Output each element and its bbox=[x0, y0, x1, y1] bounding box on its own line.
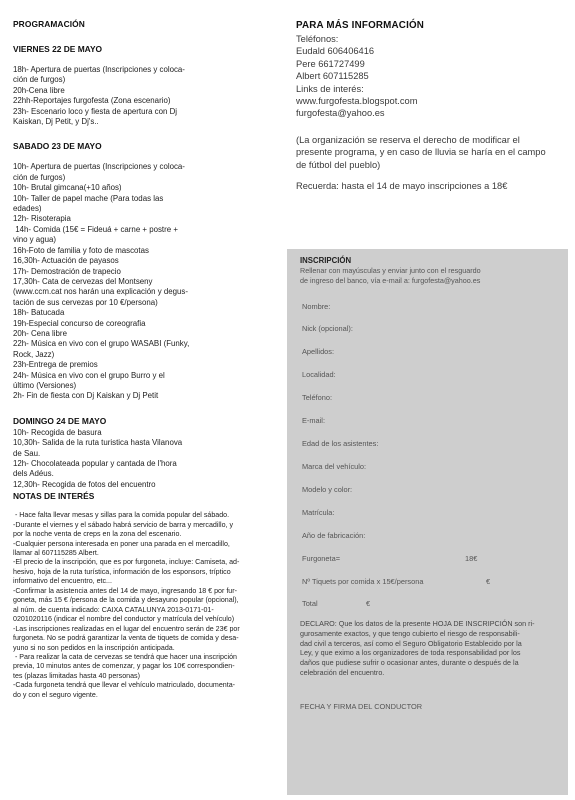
notas-section bbox=[13, 491, 279, 700]
note-line: previa, 10 minutos antes de comenzar, y pagar los 10€ correspondien- bbox=[13, 662, 235, 671]
viernes-section bbox=[13, 44, 279, 127]
left-column bbox=[13, 19, 279, 700]
note-line: hesivo, hoja de la ruta turística, información de los esponsors, tríptico bbox=[13, 567, 231, 576]
sabado-section bbox=[13, 141, 279, 401]
list-item: 23h-Entrega de premios bbox=[13, 360, 98, 370]
organization-note bbox=[296, 134, 562, 171]
list-item: 18h- Apertura de puertas (Inscripciones y coloca- bbox=[13, 65, 185, 74]
field-modelo[interactable]: Modelo y color: bbox=[302, 485, 353, 494]
list-item: 20h- Cena libre bbox=[13, 328, 67, 338]
note-line: -Cada furgoneta tendrá que llevar el vehículo matriculado, documenta- bbox=[13, 681, 236, 690]
list-item: edades) bbox=[13, 204, 42, 214]
list-item: ción de furgos) bbox=[13, 75, 66, 85]
list-item: 17,30h- Cata de cervezas del Montseny bbox=[13, 276, 153, 286]
notas-title: NOTAS DE INTERÉS bbox=[13, 491, 95, 502]
domingo-section bbox=[13, 416, 279, 490]
note-line: por la noche venta de creps en la zona del escenario. bbox=[13, 530, 182, 539]
list-item: vino y agua) bbox=[13, 235, 56, 245]
inscription-instructions: de ingreso del banco, vía e-mail a: furgofesta@yahoo.es bbox=[300, 276, 481, 285]
list-item: 14h- Comida (15€ = Fideuá + carne + postre + bbox=[13, 224, 178, 234]
note-line: llamar al 607115285 Albert. bbox=[13, 549, 99, 558]
list-item: 10h- Recogida de basura bbox=[13, 427, 102, 437]
list-item: 18h- Batucada bbox=[13, 308, 65, 318]
total-currency: € bbox=[366, 599, 371, 608]
field-edad[interactable]: Edad de los asistentes: bbox=[302, 439, 379, 448]
list-item: 22hh-Reportajes furgofesta (Zona escenario) bbox=[13, 96, 171, 106]
list-item: 10h- Apertura de puertas (Inscripciones y coloca- bbox=[13, 162, 185, 172]
field-anio[interactable]: Año de fabricación: bbox=[302, 531, 366, 540]
info-contacts bbox=[296, 33, 562, 120]
list-item: 19h-Especial concurso de coreografia bbox=[13, 318, 146, 328]
list-item: 10h- Brutal gimcana(+10 años) bbox=[13, 183, 122, 193]
field-email[interactable]: E-mail: bbox=[302, 416, 325, 425]
list-item: de Sau. bbox=[13, 448, 41, 458]
declaration-line: dad civil a terceros, así como el Seguro Obligatorio Establecido por la bbox=[300, 638, 522, 648]
inscription-header bbox=[300, 256, 562, 286]
notas-list bbox=[13, 511, 279, 700]
note-line: goneta, más 15 € /persona de la comida y desayuno popular (opcional), bbox=[13, 596, 239, 605]
sabado-list bbox=[13, 162, 279, 401]
declaration-line: daños que pudiese sufrir o ocasionar antes, durante o después de la bbox=[300, 658, 519, 668]
list-item: último (Versiones) bbox=[13, 380, 77, 390]
declaration-line: celebración del encuentro. bbox=[300, 667, 385, 677]
note-line: -Cualquier persona interesada en poner una parada en el mercadillo, bbox=[13, 539, 230, 548]
list-item: tación de sus cervezas por 10 €/persona) bbox=[13, 297, 158, 307]
tiquets-currency: € bbox=[486, 577, 491, 586]
note-line: presente programa, y en caso de lluvia se haría en el campo bbox=[296, 147, 546, 158]
note-line: 0201020116 (indicar el nombre del conductor y matrícula del vehículo) bbox=[13, 615, 235, 624]
list-item: 16h-Foto de familia y foto de mascotas bbox=[13, 245, 149, 255]
list-item: dels Adéus. bbox=[13, 469, 54, 479]
registration-reminder: Recuerda: hasta el 14 de mayo inscripciones a 18€ bbox=[296, 181, 508, 192]
list-item: 2h- Fin de fiesta con Dj Kaiskan y Dj Petit bbox=[13, 391, 159, 401]
list-item: (www.ccm.cat nos harán una explicación y degus- bbox=[13, 287, 188, 297]
inscription-title: INSCRIPCIÓN bbox=[300, 256, 352, 265]
links-label: Links de interés: bbox=[296, 83, 364, 94]
field-apellidos[interactable]: Apellidos: bbox=[302, 347, 335, 356]
viernes-title: VIERNES 22 DE MAYO bbox=[13, 44, 103, 54]
furgoneta-label: Furgoneta= bbox=[302, 554, 341, 563]
note-line: tes (plazas limitadas hasta 40 personas) bbox=[13, 671, 140, 680]
declaration-line: DECLARO: Que los datos de la presente HOJA DE INSCRIPCIÓN son ri- bbox=[300, 619, 535, 628]
list-item: 12h- Chocolateada popular y cantada de l'hora bbox=[13, 459, 177, 468]
phone-eudald: Eudald 606406416 bbox=[296, 46, 375, 57]
note-line: (La organización se reserva el derecho de modificar el bbox=[296, 134, 520, 145]
declaration bbox=[300, 619, 562, 678]
field-localidad[interactable]: Localidad: bbox=[302, 370, 336, 379]
sabado-title: SABADO 23 DE MAYO bbox=[13, 141, 102, 152]
note-line: do y con el seguro vigente. bbox=[13, 690, 98, 699]
list-item: 24h- Música en vivo con el grupo Burro y el bbox=[13, 370, 165, 380]
viernes-list bbox=[13, 65, 279, 127]
declaration-line: gurosamente exactos, y que tengo cubierto el riesgo de responsabili- bbox=[300, 628, 520, 638]
list-item: 12,30h- Recogida de fotos del encuentro bbox=[13, 479, 156, 489]
list-item: 22h- Música en vivo con el grupo WASABI (Funky, bbox=[13, 339, 190, 349]
phone-pere: Pere 661727499 bbox=[296, 58, 365, 69]
list-item: 10,30h- Salida de la ruta turistica hasta Vilanova bbox=[13, 438, 183, 448]
phones-label: Teléfonos: bbox=[296, 34, 339, 44]
field-nombre[interactable]: Nombre: bbox=[302, 302, 331, 311]
email-link[interactable]: furgofesta@yahoo.es bbox=[296, 108, 385, 119]
field-telefono[interactable]: Teléfono: bbox=[302, 393, 332, 402]
note-line: - Hace falta llevar mesas y sillas para la comida popular del sábado. bbox=[13, 511, 230, 520]
info-section bbox=[296, 19, 562, 192]
info-title: PARA MÁS INFORMACIÓN bbox=[296, 20, 425, 31]
note-line: al núm. de cuenta indicado: CAIXA CATALUNYA 2013-0171-01- bbox=[13, 605, 214, 614]
list-item: Rock, Jazz) bbox=[13, 349, 55, 359]
declaration-line: Ley, y que eximo a los organizadores de toda responsabilidad por los bbox=[300, 648, 521, 658]
tiquets-label[interactable]: Nº Tiquets por comida x 15€/persona bbox=[302, 577, 424, 586]
blog-link[interactable]: www.furgofesta.blogspot.com bbox=[296, 96, 418, 107]
programacion-title: PROGRAMACIÓN bbox=[13, 19, 85, 29]
field-nick[interactable]: Nick (opcional): bbox=[302, 324, 353, 333]
note-line: -Confirmar la asistencia antes del 14 de mayo, ingresando 18 € por fur- bbox=[13, 586, 237, 595]
note-line: - Para realizar la cata de cervezas se tendrá que hacer una inscripción bbox=[13, 653, 237, 662]
signature-label[interactable]: FECHA Y FIRMA DEL CONDUCTOR bbox=[300, 702, 423, 711]
note-line: de fútbol del pueblo) bbox=[296, 159, 381, 170]
field-matricula[interactable]: Matrícula: bbox=[302, 508, 335, 517]
list-item: 17h- Demostración de trapecio bbox=[13, 266, 121, 276]
list-item: 10h- Taller de papel mache (Para todas las bbox=[13, 193, 164, 203]
list-item: Kaiskan, Dj Petit, y Dj's.. bbox=[13, 117, 99, 127]
note-line: -Las inscripciones realizadas en el lugar del encuentro serán de 23€ por bbox=[13, 624, 240, 633]
total-label[interactable]: Total bbox=[302, 599, 318, 608]
list-item: 12h- Risoterapia bbox=[13, 214, 71, 224]
note-line: -Durante el viernes y el sábado habrá servicio de barra y mercadillo, y bbox=[13, 520, 234, 529]
furgoneta-price: 18€ bbox=[465, 554, 478, 563]
inscription-instructions: Rellenar con mayúsculas y enviar junto con el resguardo bbox=[300, 266, 481, 275]
note-line: yuno si no son pedidos en la inscripción anticipada. bbox=[13, 643, 175, 652]
list-item: 23h- Escenario loco y fiesta de apertura con Dj bbox=[13, 106, 178, 116]
note-line: furgoneta. No se podrá garantizar la venta de tiquets de comida y desa- bbox=[13, 634, 239, 643]
phone-albert: Albert 607115285 bbox=[296, 71, 369, 82]
field-marca[interactable]: Marca del vehículo: bbox=[302, 462, 367, 471]
list-item: 16,30h- Actuación de payasos bbox=[13, 256, 119, 266]
note-line: -El precio de la inscripción, que es por furgoneta, incluye: Camiseta, ad- bbox=[13, 558, 240, 567]
domingo-title: DOMINGO 24 DE MAYO bbox=[13, 415, 107, 426]
list-item: 20h-Cena libre bbox=[13, 85, 65, 95]
list-item: ción de furgos) bbox=[13, 172, 66, 182]
note-line: informativo del encuentro, etc... bbox=[13, 577, 112, 586]
domingo-list bbox=[13, 428, 279, 490]
